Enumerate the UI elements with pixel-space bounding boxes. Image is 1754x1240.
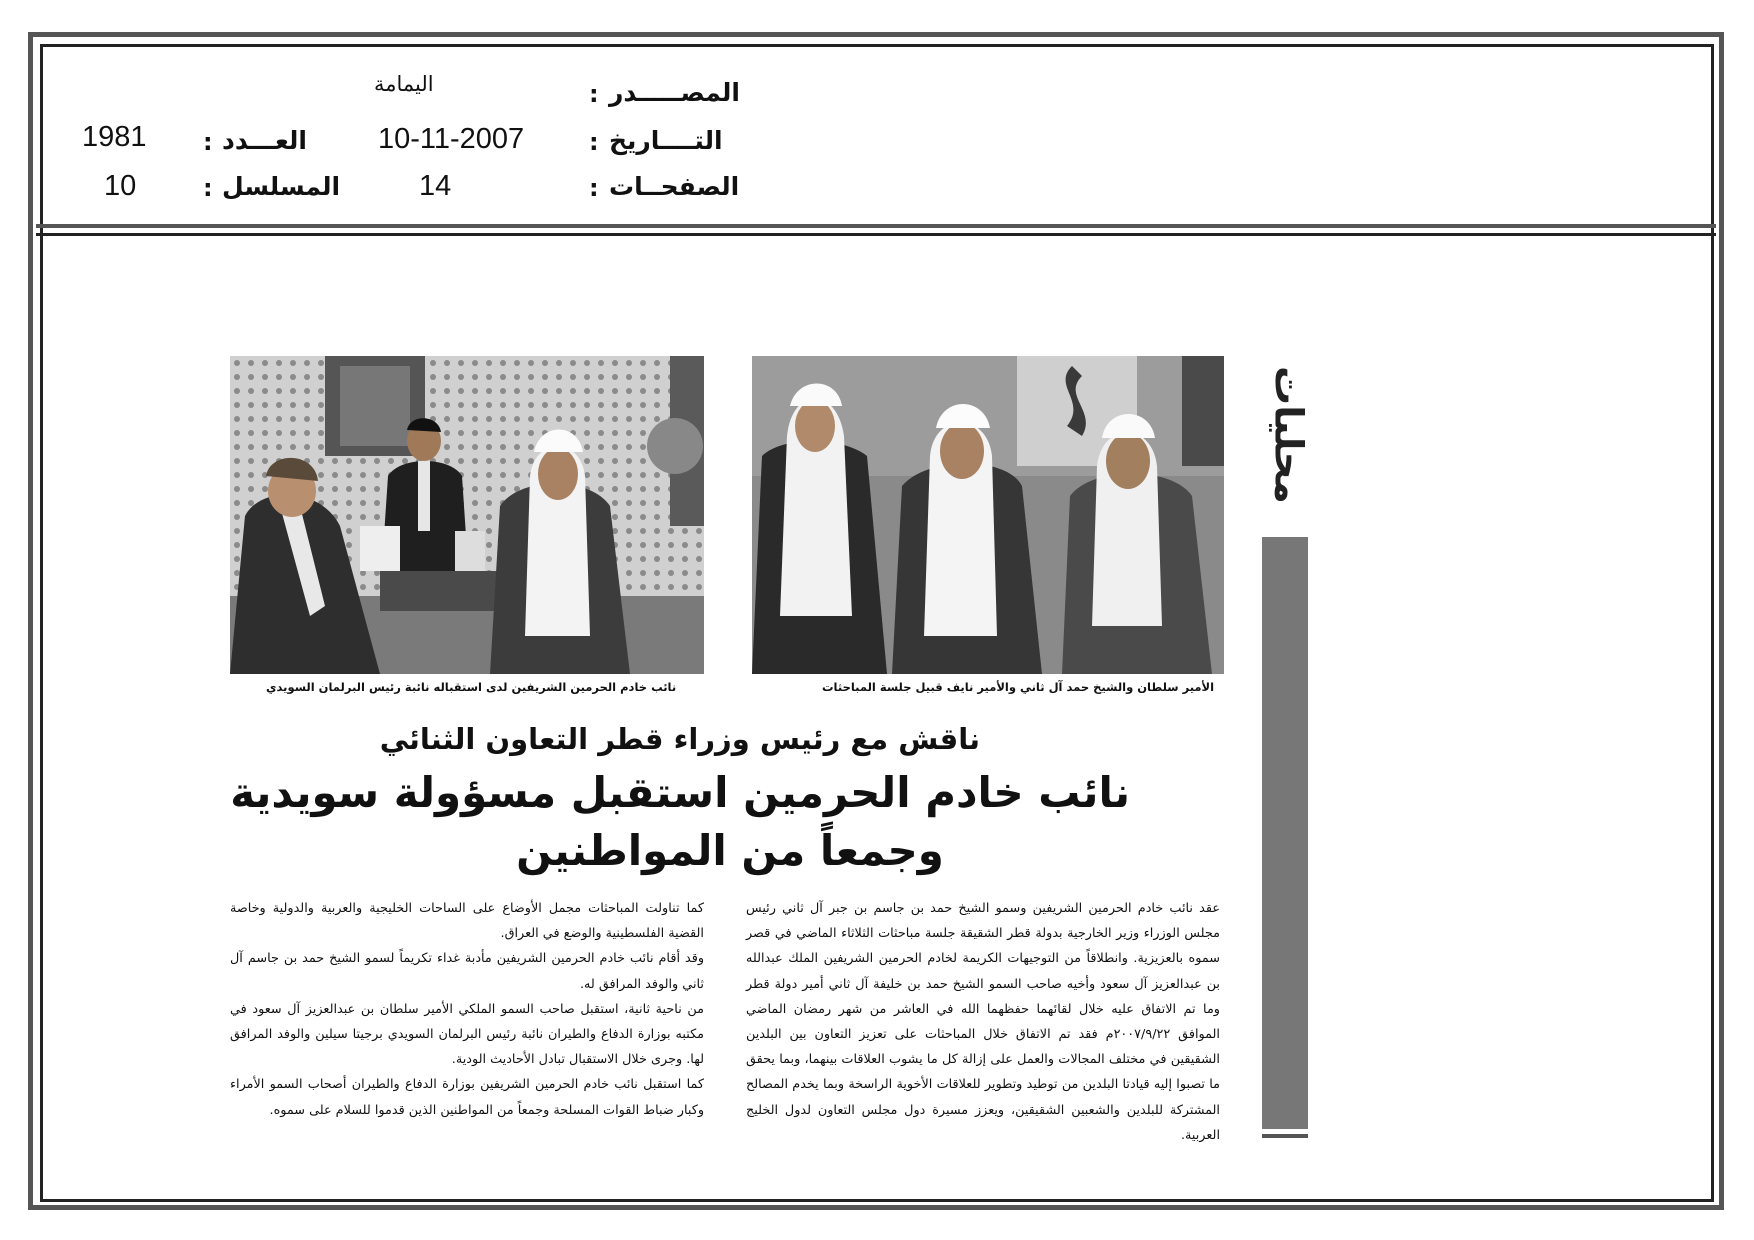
source-colon: :: [589, 80, 599, 108]
issue-colon: :: [203, 128, 213, 156]
header-divider: [36, 224, 1716, 236]
date-label: التــــاريخ: [609, 126, 723, 155]
section-sidebar-bar: [1262, 537, 1308, 1129]
photo-dignitaries: [752, 356, 1224, 674]
photo-dignitaries-graphic: [752, 356, 1224, 674]
source-value: اليمامة: [374, 72, 434, 96]
section-tab: [1265, 345, 1311, 525]
issue-label: العـــدد: [222, 126, 307, 155]
article-paragraph: كما تناولت المباحثات مجمل الأوضاع على الساحات الخليجية والعربية والدولية وخاصة القضية الفلسطينية والوضع في العراق.: [230, 901, 704, 942]
source-label: المصـــــدر: [609, 78, 740, 107]
serial-label: المسلسل: [222, 172, 341, 201]
article-headline-line2: وجمعاً من المواطنين: [516, 826, 944, 875]
pages-value: 14: [419, 170, 452, 202]
photo-dignitaries-caption: الأمير سلطان والشيخ حمد آل ثاني والأمير نايف قبيل جلسة المباحثات: [822, 680, 1215, 694]
section-sidebar-foot: [1262, 1134, 1308, 1138]
serial-colon: :: [203, 174, 213, 202]
article-paragraph: وقد أقام نائب خادم الحرمين الشريفين مأدبة غداء تكريماً لسمو الشيخ حمد بن جاسم آل ثاني والوفد المرافق له.: [230, 951, 704, 992]
serial-value: 10: [104, 170, 137, 202]
date-colon: :: [589, 128, 599, 156]
pages-colon: :: [589, 174, 599, 202]
article-paragraph: عقد نائب خادم الحرمين الشريفين وسمو الشيخ حمد بن جاسم بن جبر آل ثاني رئيس مجلس الوزراء وزير الخارجية بدولة قطر الشقيقة جلسة مباحثات الثلاثاء الماضي في قصر سموه بالعزيزية. وانطلاقاً من التوجيهات الكريمة لخادم الحرمين الشريفين الملك عبدالله بن عبدالعزيز آل سعود وأخيه صاحب السمو الشيخ حمد بن خليفة آل ثاني أمير دولة قطر وما تم الاتفاق عليه خلال لقائهما حفظهما الله في العاشر من شهر رمضان الماضي الموافق ٢٠٠٧/٩/٢٢م فقد تم الاتفاق خلال المباحثات على تعزيز التعاون بين البلدين الشقيقين في مختلف المجالات والعمل على إزالة كل ما يشوب العلاقات بينهما، وبما يحقق ما تصبوا إليه قيادتا البلدين من توطيد وتطوير للعلاقات الأخوية الراسخة وبما يخدم المصالح المشتركة للبلدين والشعبين الشقيقين، ويعزز مسيرة دول مجلس التعاون لدول الخليج العربية.: [746, 901, 1220, 1143]
article-paragraph: من ناحية ثانية، استقبل صاحب السمو الملكي الأمير سلطان بن عبدالعزيز آل سعود في مكتبه بوزارة الدفاع والطيران نائبة رئيس البرلمان السويدي برجيتا سيلين والوفد المرافق لها. وجرى خلال الاستقبال تبادل الأحاديث الودية.: [230, 1001, 704, 1068]
date-value: 10-11-2007: [378, 123, 525, 155]
photo-meeting-caption: نائب خادم الحرمين الشريفين لدى استقباله نائبة رئيس البرلمان السويدي: [266, 680, 677, 694]
article-paragraph: كما استقبل نائب خادم الحرمين الشريفين بوزارة الدفاع والطيران أصحاب السمو الأمراء وكبار ضباط القوات المسلحة وجمعاً من المواطنين الذين قدموا للسلام على سموه.: [230, 1077, 704, 1118]
pages-label: الصفحــات: [609, 172, 740, 201]
article-column-left: [230, 896, 704, 1123]
section-title: محليات: [1265, 366, 1311, 504]
issue-value: 1981: [82, 121, 147, 153]
article-kicker: ناقش مع رئيس وزراء قطر التعاون الثنائي: [379, 722, 980, 756]
article-column-right: [746, 896, 1220, 1148]
photo-meeting-graphic: [230, 356, 704, 674]
photo-meeting: [230, 356, 704, 674]
article-headline-line1: نائب خادم الحرمين استقبل مسؤولة سويدية: [230, 768, 1130, 817]
